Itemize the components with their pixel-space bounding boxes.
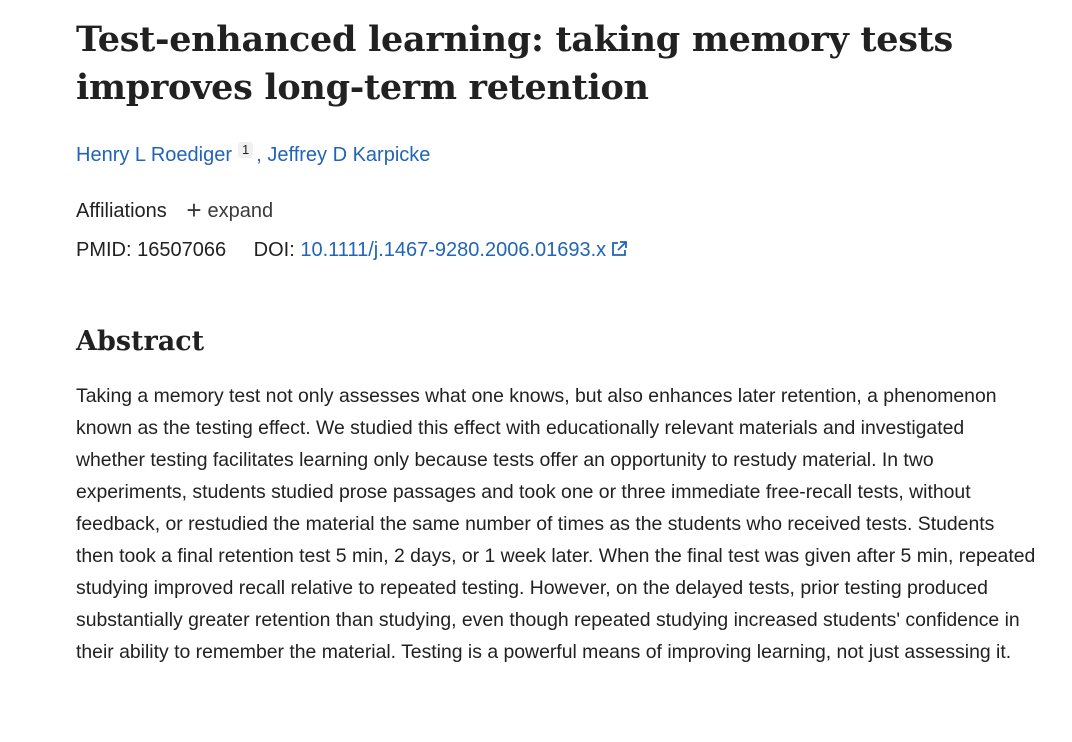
article-title: Test-enhanced learning: taking memory tests improves long-term retention <box>76 19 953 108</box>
author-list <box>76 141 430 169</box>
author-link-roediger[interactable]: Henry L Roediger <box>76 144 233 166</box>
affiliations-label: Affiliations <box>76 200 167 222</box>
identifiers-row <box>76 236 628 264</box>
affiliations-row <box>76 197 273 225</box>
doi-label: DOI: <box>253 239 295 261</box>
doi-link[interactable] <box>300 239 628 261</box>
affiliation-marker[interactable]: 1 <box>238 142 253 158</box>
expand-label: expand <box>207 200 274 222</box>
abstract-heading: Abstract <box>76 326 205 357</box>
author-separator: , <box>256 144 262 166</box>
pmid-label: PMID: <box>76 239 132 261</box>
doi-value: 10.1111/j.1467-9280.2006.01693.x <box>300 239 607 261</box>
abstract-text: Taking a memory test not only assesses what one knows, but also enhances later retention, a phenomenon known as the testing effect. We studied this effect with educationally relevant materials and investigated whether testing facilitates learning only because tests offer an opportunity to restudy material. In two experiments, students studied prose passages and took one or three immediate free-recall tests, without feedback, or restudied the material the same number of times as the students who received tests. Students then took a final retention test 5 min, 2 days, or 1 week later. When the final test was given after 5 min, repeated studying improved recall relative to repeated testing. However, on the delayed tests, prior testing produced substantially greater retention than studying, even though repeated studying increased students' confidence in their ability to remember the material. Testing is a powerful means of improving learning, not just assessing it. <box>76 385 1036 663</box>
author-link-karpicke[interactable]: Jeffrey D Karpicke <box>267 144 431 166</box>
external-link-icon <box>610 240 628 258</box>
expand-affiliations-button[interactable] <box>186 195 274 225</box>
plus-icon: + <box>186 195 202 225</box>
pmid-value: 16507066 <box>137 239 227 261</box>
